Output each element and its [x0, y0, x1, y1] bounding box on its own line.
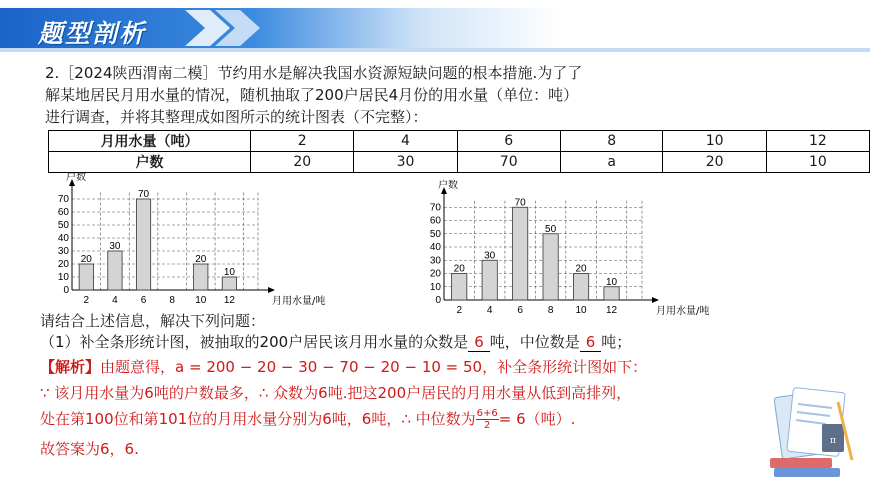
y-tick-label: 10 — [429, 281, 441, 293]
x-axis-label: 月用水量/吨 — [656, 306, 710, 317]
solution-tag: 【解析】 — [40, 358, 101, 376]
bar — [452, 274, 467, 301]
page-title: 题型剖析 — [38, 19, 147, 48]
y-tick-label: 70 — [429, 202, 441, 214]
y-axis-label: 户数 — [66, 172, 86, 183]
table-row-households — [49, 152, 870, 173]
x-tick-label: 2 — [83, 295, 90, 306]
solution-line-2: ∵ 该月用水量为6吨的户数最多，∴ 众数为6吨.把这200户居民的月用水量从低到高排列， — [40, 384, 632, 402]
median-fraction — [476, 408, 499, 431]
data-label: 50 — [545, 223, 557, 235]
y-tick-label: 70 — [57, 194, 69, 205]
table-cell: 10 — [663, 131, 766, 152]
x-tick-label: 2 — [456, 305, 463, 316]
data-label: 20 — [195, 254, 207, 265]
table-cell: 6 — [457, 131, 560, 152]
y-tick-label: 40 — [429, 242, 441, 253]
data-label: 30 — [109, 241, 121, 252]
table-cell: 2 — [251, 131, 354, 152]
data-label: 20 — [453, 263, 465, 275]
data-label: 70 — [137, 189, 150, 200]
solution-text: 处在第100位和第101位的月用水量分别为6吨，6吨，∴ 中位数为 — [40, 410, 476, 428]
problem-line-2: 解某地居民月用水量的情况，随机抽取了200户居民4月份的用水量（单位：吨） — [45, 86, 579, 104]
bar — [604, 287, 619, 300]
table-cell: 10 — [766, 152, 869, 173]
x-axis-arrow — [652, 297, 659, 303]
problem-line-1: 2.［2024陕西渭南二模］节约用水是解决我国水资源短缺问题的根本措施.为了了 — [45, 64, 583, 82]
y-tick-label: 20 — [57, 259, 69, 270]
data-label: 10 — [223, 267, 235, 278]
x-tick-label: 12 — [605, 305, 618, 316]
x-axis-label: 月用水量/吨 — [272, 296, 326, 307]
solution-line-1 — [40, 356, 647, 377]
y-tick-label: 20 — [429, 268, 441, 280]
bar — [513, 207, 528, 300]
table-cell: 70 — [457, 152, 560, 173]
solution-text: 由题意得，a = 200 − 20 − 30 − 70 − 20 − 10 = 50，补全条形统计图如下： — [100, 358, 648, 376]
question-1-text: 吨； — [601, 333, 632, 351]
y-tick-label: 60 — [429, 215, 441, 227]
y-tick-label: 10 — [57, 272, 69, 283]
x-tick-label: 10 — [195, 295, 207, 306]
x-axis-arrow — [268, 287, 275, 293]
table-cell: 20 — [251, 152, 354, 173]
data-label: 30 — [484, 250, 496, 262]
bar — [194, 264, 208, 290]
x-tick-label: 6 — [140, 295, 147, 306]
bar — [222, 277, 236, 290]
data-label: 10 — [605, 276, 618, 288]
table-header-water: 月用水量（吨） — [49, 131, 251, 152]
table-cell: 12 — [766, 131, 869, 152]
answer-median: 6 — [580, 333, 602, 352]
table-header-households: 户数 — [49, 152, 251, 173]
bar — [136, 199, 150, 290]
data-label: 20 — [80, 254, 92, 265]
table-cell: a — [560, 152, 663, 173]
data-label: 70 — [514, 197, 526, 209]
solution-line-4: 故答案为6，6. — [40, 440, 139, 458]
y-tick-label: 30 — [57, 246, 69, 257]
y-tick-label: 40 — [57, 233, 69, 244]
problem-line-3: 进行调查，并将其整理成如图所示的统计图表（不完整）： — [45, 108, 428, 126]
x-tick-label: 10 — [575, 305, 587, 316]
y-tick-label: 30 — [429, 255, 441, 267]
bar — [108, 251, 122, 290]
table-cell: 20 — [663, 152, 766, 173]
bar — [573, 274, 588, 301]
x-tick-label: 12 — [223, 295, 235, 306]
math-books-illustration — [760, 382, 860, 482]
table-cell: 8 — [560, 131, 663, 152]
y-tick-label: 0 — [435, 295, 441, 306]
question-1-text: 吨，中位数是 — [489, 333, 580, 351]
fraction-denominator: 2 — [484, 420, 491, 431]
bar-chart-incomplete — [40, 172, 340, 310]
y-tick-label: 60 — [57, 207, 69, 218]
x-tick-label: 6 — [517, 305, 523, 316]
y-tick-label: 50 — [429, 228, 441, 240]
table-cell: 4 — [354, 131, 457, 152]
x-tick-label: 4 — [486, 305, 493, 316]
bar — [79, 264, 93, 290]
x-tick-label: 8 — [169, 295, 175, 306]
svg-text:π: π — [830, 436, 836, 446]
question-intro: 请结合上述信息，解决下列问题： — [40, 312, 266, 330]
bar — [482, 260, 497, 300]
solution-line-3 — [40, 408, 575, 431]
y-tick-label: 0 — [63, 285, 69, 296]
fraction-numerator: 6+6 — [476, 408, 498, 419]
data-label: 20 — [575, 263, 587, 275]
question-1 — [40, 331, 631, 352]
table-row-water — [49, 131, 870, 152]
x-tick-label: 4 — [112, 295, 118, 306]
table-cell: 30 — [354, 152, 457, 173]
y-tick-label: 50 — [57, 220, 69, 231]
x-tick-label: 8 — [547, 305, 554, 316]
answer-mode: 6 — [468, 333, 490, 352]
solution-text: = 6（吨）. — [498, 410, 576, 428]
header-banner — [0, 0, 870, 60]
y-axis-label: 户数 — [438, 180, 458, 191]
data-table — [48, 130, 870, 173]
bar-chart-complete — [408, 180, 728, 320]
bar — [543, 234, 558, 300]
question-1-text: （1）补全条形统计图，被抽取的200户居民该月用水量的众数是 — [40, 333, 469, 351]
